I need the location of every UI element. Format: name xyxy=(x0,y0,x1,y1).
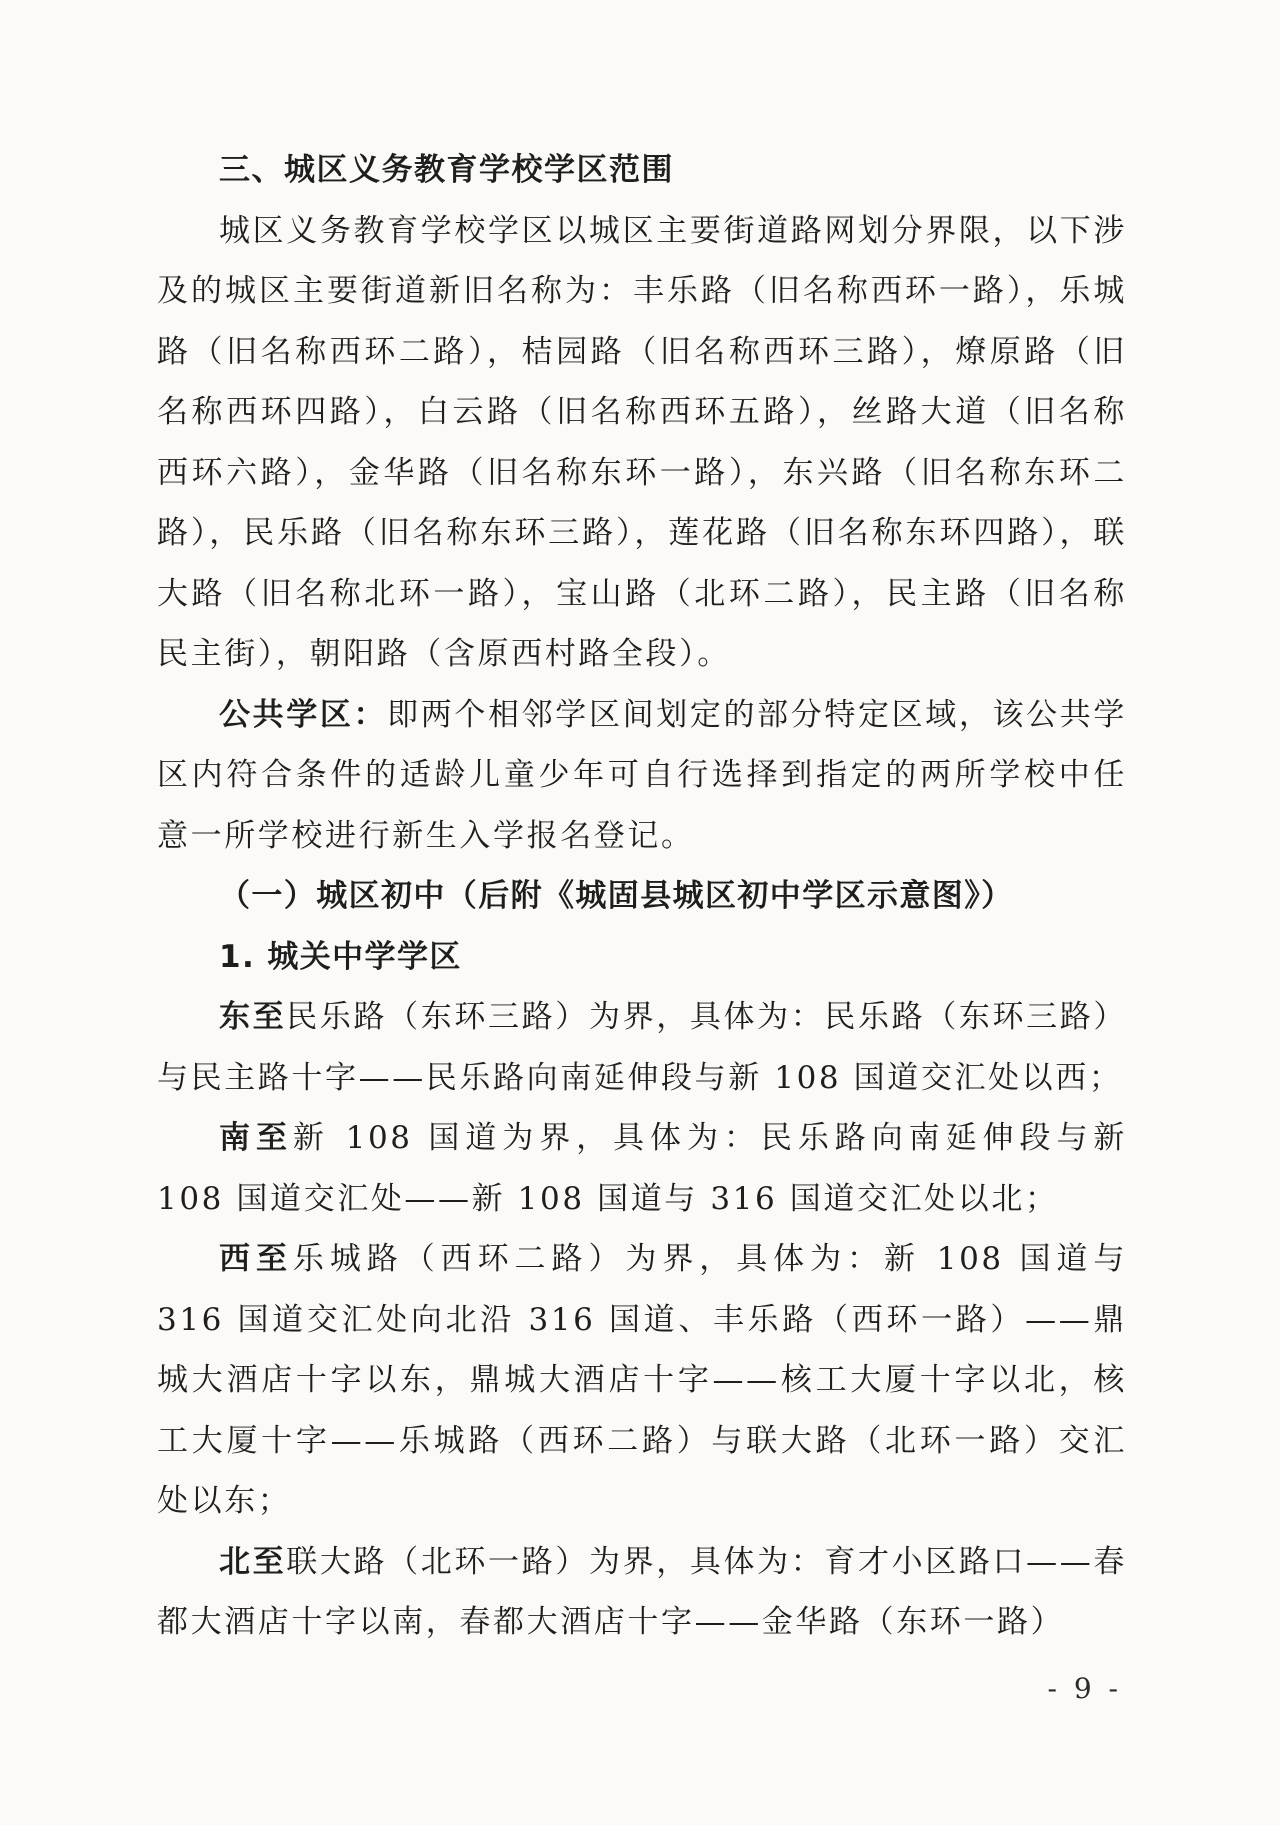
section-heading: 三、城区义务教育学校学区范围 xyxy=(219,152,674,188)
item-heading: 1. 城关中学学区 xyxy=(219,938,462,975)
south-boundary-text: 新 108 国道为界，具体为：民乐路向南延伸段与新 108 国道交汇处——新 108 国道与 316 国道交汇处以北； xyxy=(157,1120,1127,1217)
intro-paragraph: 城区义务教育学校学区以城区主要街道路网划分界限，以下涉及的城区主要街道新旧名称为：丰乐路（旧名称西环一路），乐城路（旧名称西环二路），桔园路（旧名称西环三路），燎原路（旧名称西环四路），白云路（旧名称西环五路），丝路大道（旧名称西环六路），金华路（旧名称东环一路），东兴路（旧名称东环二路），民乐路（旧名称东环三路），莲花路（旧名称东环四路），联大路（旧名称北环一路），宝山路（北环二路），民主路（旧名称民主街），朝阳路（含原西村路全段）。 xyxy=(157,212,1127,672)
public-district-paragraph xyxy=(157,685,1127,867)
page-number: - 9 - xyxy=(1047,1672,1122,1705)
south-boundary-label: 南至 xyxy=(219,1120,293,1156)
east-boundary-paragraph xyxy=(157,987,1127,1108)
subsection-heading: （一）城区初中（后附《城固县城区初中学区示意图》） xyxy=(219,878,1014,914)
north-boundary-text: 联大路（北环一路）为界，具体为：育才小区路口——春都大酒店十字以南，春都大酒店十字——金华路（东环一路） xyxy=(157,1543,1127,1640)
east-boundary-label: 东至 xyxy=(219,999,287,1035)
public-district-label: 公共学区： xyxy=(219,696,388,733)
document-body xyxy=(157,140,1127,1653)
east-boundary-text: 民乐路（东环三路）为界，具体为：民乐路（东环三路）与民主路十字——民乐路向南延伸段与新 108 国道交汇处以西； xyxy=(157,999,1127,1096)
west-boundary-label: 西至 xyxy=(219,1241,293,1277)
west-boundary-paragraph xyxy=(157,1229,1127,1532)
west-boundary-text: 乐城路（西环二路）为界，具体为：新 108 国道与 316 国道交汇处向北沿 316 国道、丰乐路（西环一路）——鼎城大酒店十字以东，鼎城大酒店十字——核工大厦十字以北，核工大厦十字——乐城路（西环二路）与联大路（北环一路）交汇处以东； xyxy=(157,1241,1127,1519)
north-boundary-paragraph xyxy=(157,1532,1127,1653)
south-boundary-paragraph xyxy=(157,1108,1127,1229)
north-boundary-label: 北至 xyxy=(219,1543,287,1580)
public-district-text: 即两个相邻学区间划定的部分特定区域，该公共学区内符合条件的适龄儿童少年可自行选择到指定的两所学校中任意一所学校进行新生入学报名登记。 xyxy=(157,696,1127,854)
